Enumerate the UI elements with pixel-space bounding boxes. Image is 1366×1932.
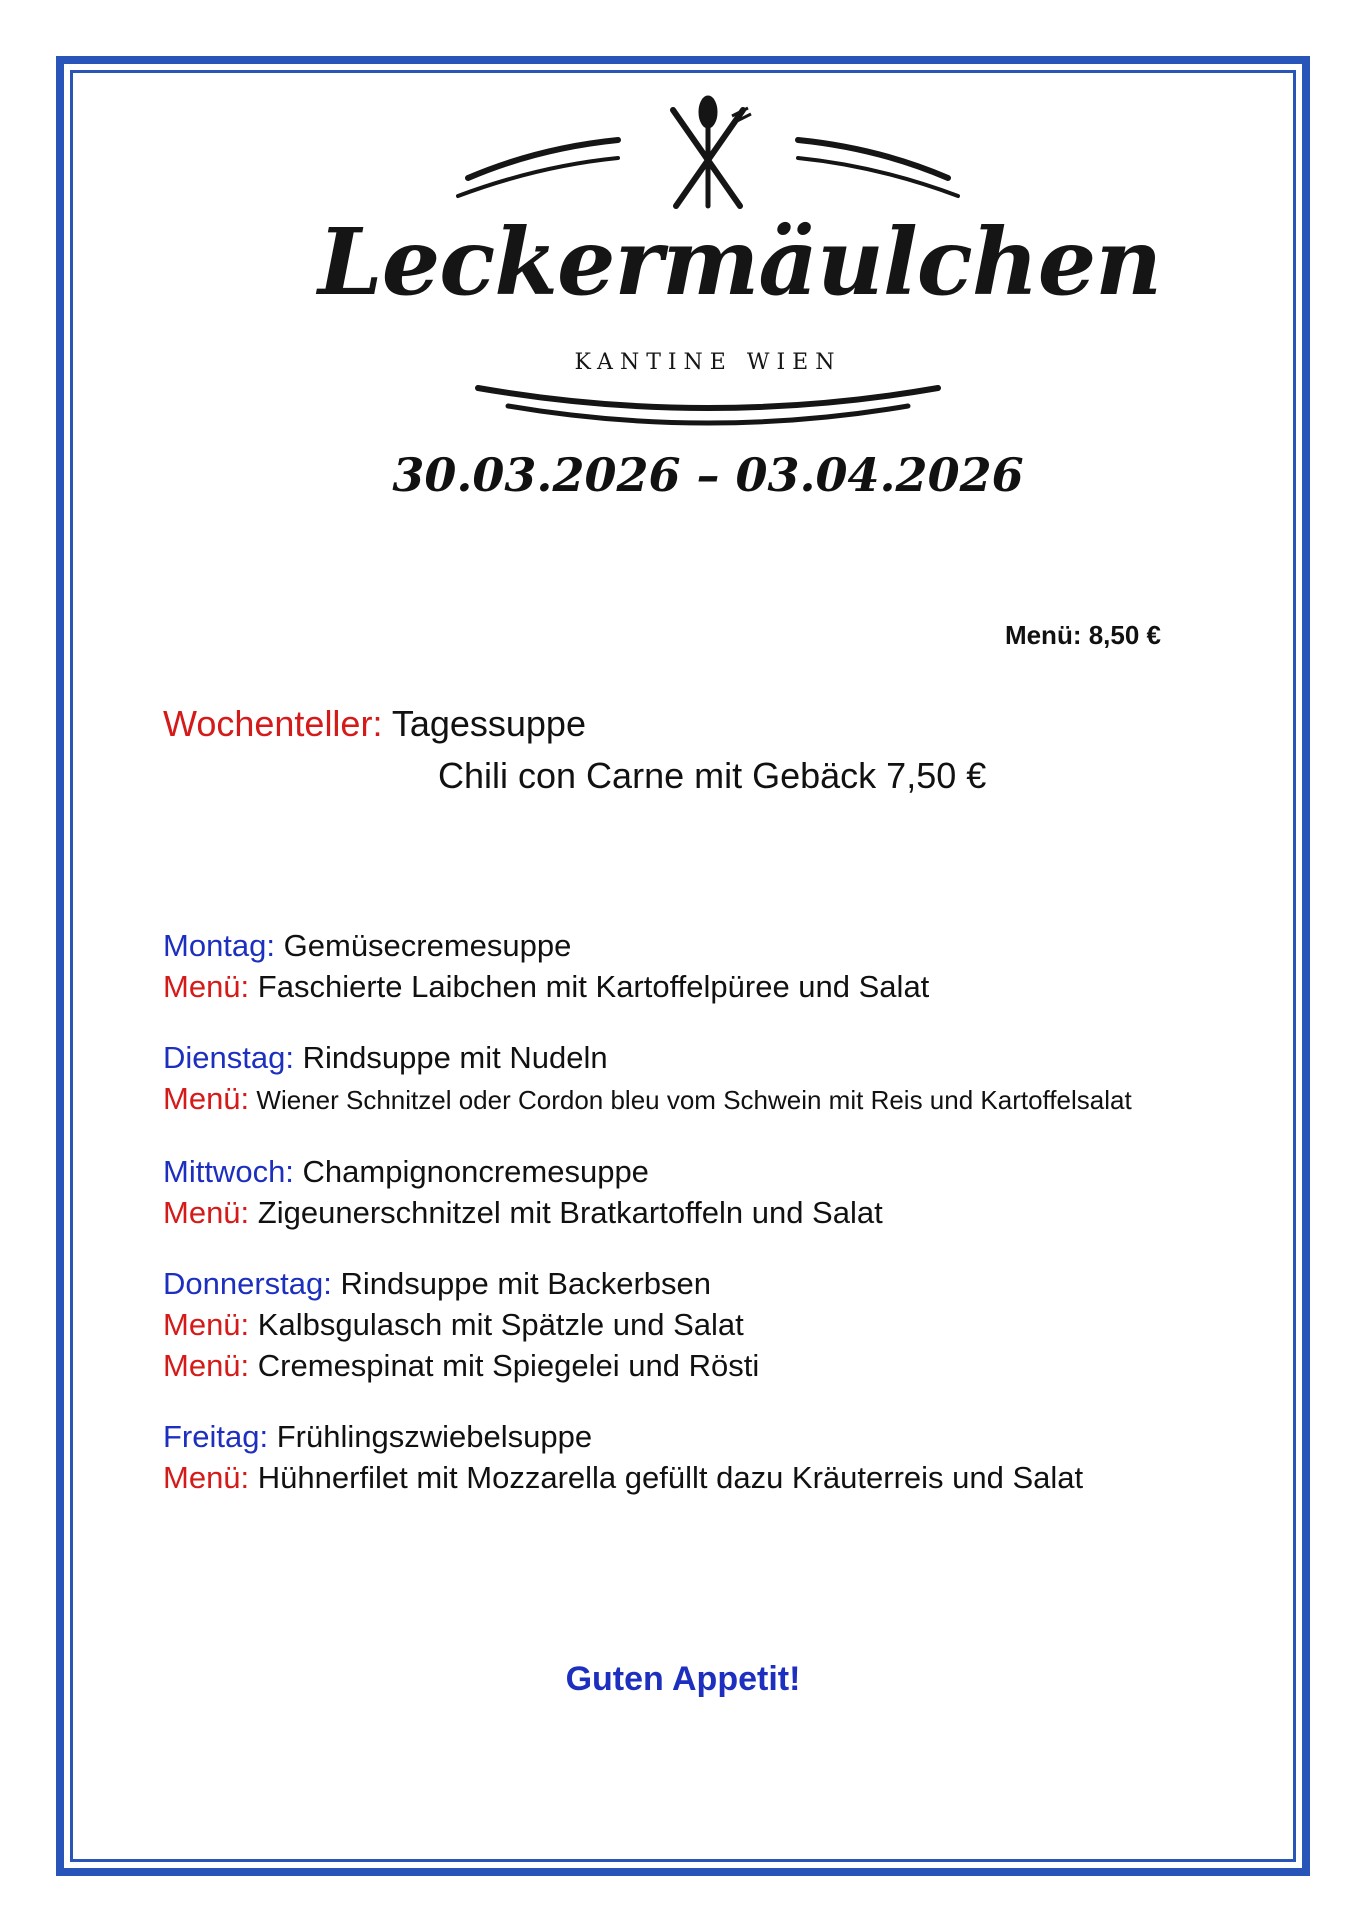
soup-line: [163, 1037, 1213, 1078]
day-label: Montag:: [163, 928, 276, 963]
soup-line: [163, 1416, 1213, 1457]
cutlery-icon: [673, 96, 751, 206]
weekly-menu: [163, 925, 1213, 1528]
day-block-dienstag: [163, 1037, 1213, 1121]
menu-text: Kalbsgulasch mit Spätzle und Salat: [257, 1307, 744, 1342]
day-block-mittwoch: [163, 1151, 1213, 1233]
menu-text: Hühnerfilet mit Mozzarella gefüllt dazu Kräuterreis und Salat: [257, 1460, 1084, 1495]
day-label: Dienstag:: [163, 1040, 294, 1075]
menu-text: Wiener Schnitzel oder Cordon bleu vom Schwein mit Reis und Kartoffelsalat: [256, 1085, 1132, 1115]
menu-label: Menü:: [163, 1307, 250, 1342]
menu-label: Menü:: [163, 969, 250, 1004]
menu-line: [163, 1078, 1213, 1121]
day-block-montag: [163, 925, 1213, 1007]
wochenteller-line1: [163, 703, 586, 745]
menu-line: [163, 1345, 1213, 1386]
menu-text: Faschierte Laibchen mit Kartoffelpüree und Salat: [257, 969, 930, 1004]
soup-line: [163, 925, 1213, 966]
menu-text: Zigeunerschnitzel mit Bratkartoffeln und Salat: [257, 1195, 883, 1230]
closing-text: Guten Appetit!: [565, 1660, 801, 1698]
day-block-freitag: [163, 1416, 1213, 1498]
menu-line: [163, 966, 1213, 1007]
logo: [318, 88, 1162, 438]
menu-line: [163, 1457, 1213, 1498]
menu-price: Menü: 8,50 €: [1004, 620, 1161, 650]
day-label: Mittwoch:: [163, 1154, 294, 1189]
wochenteller-label: Wochenteller:: [163, 703, 383, 744]
menu-label: Menü:: [163, 1460, 250, 1495]
logo-subtitle: KANTINE WIEN: [574, 350, 842, 375]
soup-text: Rindsuppe mit Backerbsen: [340, 1266, 711, 1301]
menu-line: [163, 1304, 1213, 1345]
soup-text: Rindsuppe mit Nudeln: [302, 1040, 608, 1075]
soup-text: Champignoncremesuppe: [302, 1154, 649, 1189]
wochenteller-soup: Tagessuppe: [391, 703, 586, 744]
date-range: 30.03.2026 – 03.04.2026: [392, 448, 1024, 502]
menu-label: Menü:: [163, 1348, 250, 1383]
day-label: Freitag:: [163, 1419, 269, 1454]
menu-line: [163, 1192, 1213, 1233]
day-label: Donnerstag:: [163, 1266, 332, 1301]
menu-label: Menü:: [163, 1081, 250, 1116]
soup-text: Gemüsecremesuppe: [283, 928, 572, 963]
soup-line: [163, 1263, 1213, 1304]
day-block-donnerstag: [163, 1263, 1213, 1386]
menu-label: Menü:: [163, 1195, 250, 1230]
soup-line: [163, 1151, 1213, 1192]
menu-text: Cremespinat mit Spiegelei und Rösti: [257, 1348, 760, 1383]
logo-title: Leckermäulchen: [318, 208, 1162, 316]
soup-text: Frühlingszwiebelsuppe: [276, 1419, 593, 1454]
wochenteller-dish: Chili con Carne mit Gebäck 7,50 €: [438, 755, 987, 796]
